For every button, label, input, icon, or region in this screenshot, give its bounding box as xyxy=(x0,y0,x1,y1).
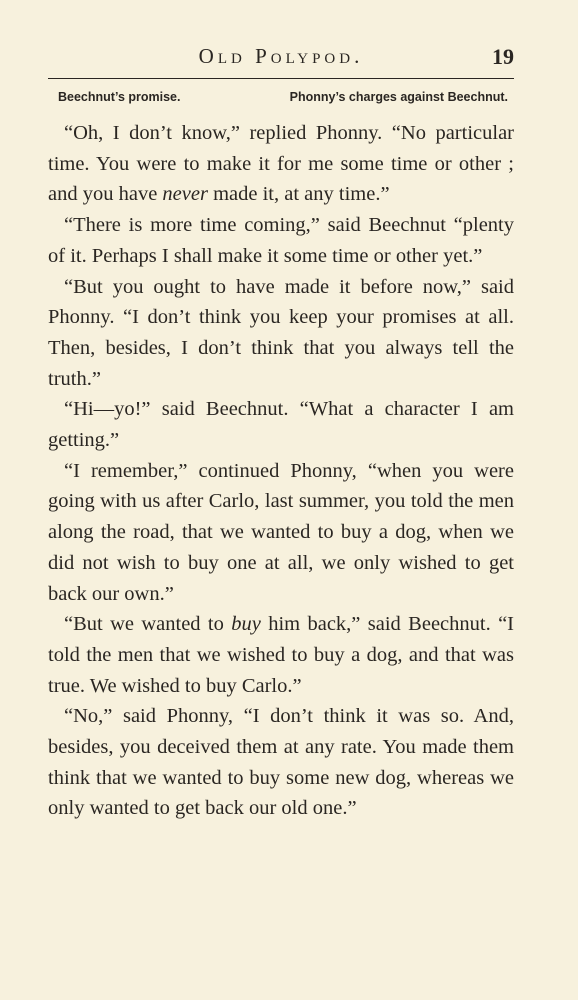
side-note-right: Phonny’s charges against Beechnut. xyxy=(289,90,508,104)
paragraph-text: “There is more time coming,” said Beechnut “plenty of it. Perhaps I shall make it some time or other yet.” xyxy=(48,214,514,267)
paragraph-text: “No,” said Phonny, “I don’t think it was so. And, besides, you deceived them at any rate. You made them think that we wanted to buy some new dog, whereas we only wanted to get back our old one.” xyxy=(48,705,514,820)
paragraph-text: “Oh, I don’t know,” replied Phonny. “No particular time. You were to make it for me some time or other ; and you have xyxy=(48,122,514,206)
paragraph-text: “But you ought to have made it before now,” said Phonny. “I don’t think you keep your promises at all. Then, besides, I don’t think that you always tell the truth.” xyxy=(48,275,514,390)
paragraph xyxy=(48,272,514,395)
page-number: 19 xyxy=(492,44,514,69)
running-head xyxy=(48,40,514,80)
running-title: Old Polypod. xyxy=(198,44,364,68)
paragraph xyxy=(48,609,514,701)
side-notes xyxy=(48,86,514,112)
side-note-left: Beechnut’s promise. xyxy=(58,90,181,104)
paragraph-text: made it, at any time.” xyxy=(207,183,390,206)
italic-text: buy xyxy=(231,613,261,636)
italic-text: never xyxy=(162,183,208,206)
paragraph-text: “But we wanted to xyxy=(64,613,232,636)
paragraph xyxy=(48,456,514,610)
paragraph xyxy=(48,210,514,271)
paragraph-text: “Hi—yo!” said Beechnut. “What a character I am getting.” xyxy=(48,398,514,452)
header-rule xyxy=(48,78,514,79)
body-text xyxy=(48,118,514,824)
paragraph xyxy=(48,701,514,824)
paragraph-text: him back,” said Beechnut. “I told the men that we wished to buy a dog, and that was true. We wished to buy Carlo.” xyxy=(48,613,515,697)
paragraph xyxy=(48,394,514,455)
paragraph xyxy=(48,118,514,210)
book-page xyxy=(48,40,514,824)
paragraph-text: “I remember,” continued Phonny, “when you were going with us after Carlo, last summer, you told the men along the road, that we wanted to buy a dog, when we did not wish to buy one at all, we only wished to get back our own.” xyxy=(48,459,514,605)
